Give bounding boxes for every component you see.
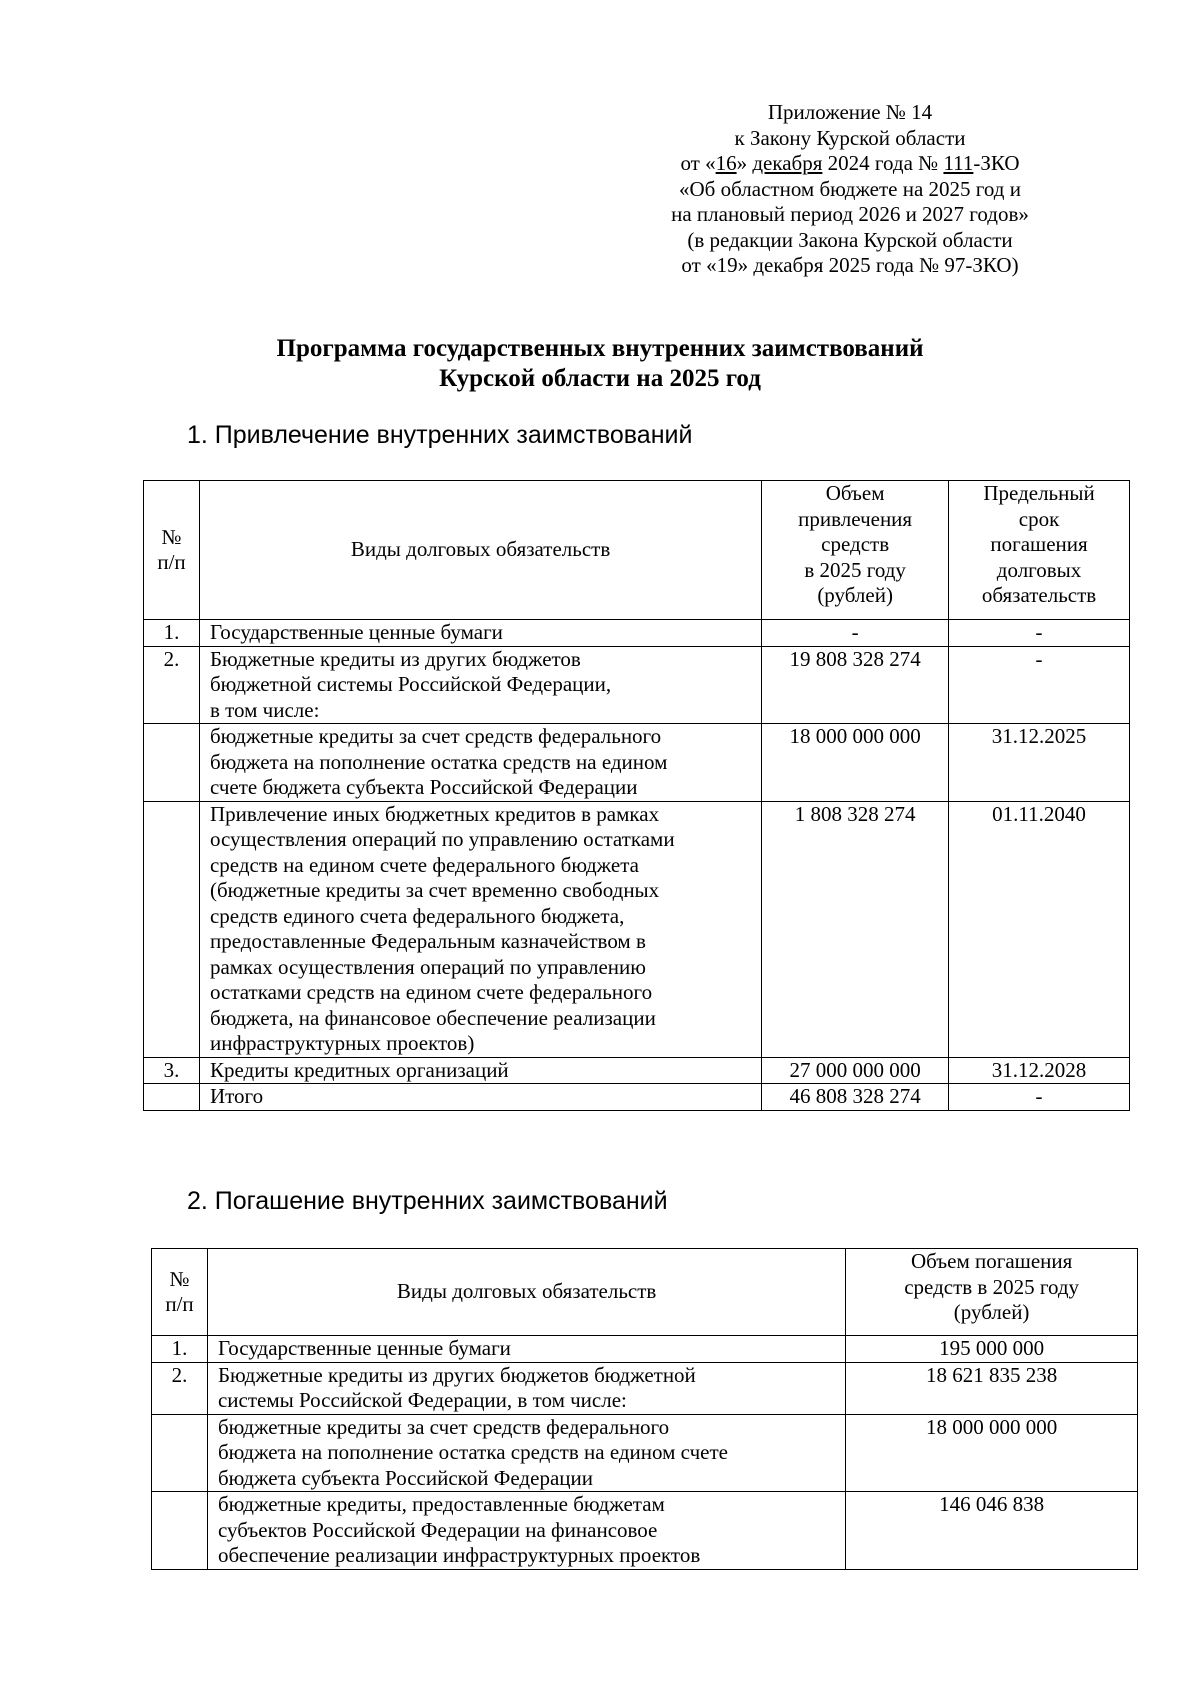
appendix-line: на плановый период 2026 и 2027 годов»: [671, 202, 1029, 226]
borrowings-table: [143, 480, 1130, 1111]
appendix-line: от «19» декабря 2025 года № 97-ЗКО): [681, 253, 1019, 277]
row-term: -: [949, 620, 1130, 647]
appendix-line: «Об областном бюджете на 2025 год и: [679, 176, 1021, 201]
appendix-text: »: [736, 151, 753, 175]
law-day: 16: [715, 151, 737, 175]
appendix-text: от «: [680, 151, 716, 175]
row-term: 31.12.2028: [949, 1057, 1130, 1084]
table-row: [152, 1492, 1138, 1570]
row-amount: 195 000 000: [846, 1336, 1138, 1363]
row-amount: 18 000 000 000: [846, 1414, 1138, 1492]
header-num: № п/п: [144, 481, 200, 620]
row-amount: 146 046 838: [846, 1492, 1138, 1570]
appendix-line: [640, 151, 1060, 177]
row-amount: 19 808 328 274: [762, 646, 949, 724]
law-month: декабря: [752, 151, 823, 175]
header-volume: Объем погашения средств в 2025 году (рублей): [846, 1249, 1138, 1336]
appendix-line: к Закону Курской области: [734, 125, 966, 150]
row-kind: Кредиты кредитных организаций: [199, 1057, 761, 1084]
row-term: -: [949, 646, 1130, 724]
header-kind: Виды долговых обязательств: [207, 1249, 845, 1336]
section2-heading: 2. Погашение внутренних заимствований: [187, 1187, 668, 1215]
row-num: 3.: [144, 1057, 200, 1084]
row-kind: бюджетные кредиты за счет средств федерального бюджета на пополнение остатка средств на едином счете бюджета субъекта Российской Федерации: [199, 724, 761, 802]
appendix-header: [640, 100, 1060, 279]
appendix-text: -ЗКО: [973, 151, 1020, 175]
row-amount: 46 808 328 274: [762, 1084, 949, 1111]
row-kind: Бюджетные кредиты из других бюджетов бюджетной системы Российской Федерации, в том числе:: [199, 646, 761, 724]
row-amount: 1 808 328 274: [762, 801, 949, 1057]
table-row: [152, 1414, 1138, 1492]
row-kind: Бюджетные кредиты из других бюджетов бюджетной системы Российской Федерации, в том числе:: [207, 1362, 845, 1414]
section1-heading: 1. Привлечение внутренних заимствований: [187, 421, 693, 449]
row-amount: 27 000 000 000: [762, 1057, 949, 1084]
header-volume: Объем привлечения средств в 2025 году (рублей): [762, 481, 949, 620]
table-row: [152, 1362, 1138, 1414]
row-amount: 18 621 835 238: [846, 1362, 1138, 1414]
table-header-row: [152, 1249, 1138, 1336]
header-term: Предельный срок погашения долговых обязательств: [949, 481, 1130, 620]
row-kind: бюджетные кредиты, предоставленные бюджетам субъектов Российской Федерации на финансовое обеспечение реализации инфраструктурных проектов: [207, 1492, 845, 1570]
row-kind: бюджетные кредиты за счет средств федерального бюджета на пополнение остатка средств на едином счете бюджета субъекта Российской Федерации: [207, 1414, 845, 1492]
document-title: [100, 334, 1100, 394]
appendix-text: 2024 года №: [822, 151, 944, 175]
title-line: Программа государственных внутренних заимствований: [276, 335, 924, 362]
row-num: 2.: [152, 1362, 208, 1414]
table-row: [144, 620, 1130, 647]
row-num: 1.: [144, 620, 200, 647]
row-kind: Привлечение иных бюджетных кредитов в рамках осуществления операций по управлению остатками средств на едином счете федерального бюджета (бюджетные кредиты за счет временно свободных средств единого счета федерального бюджета, предоставленные Федеральным казначейством в рамках осуществления операций по управлению остатками средств на едином счете федерального бюджета, на финансовое обеспечение реализации инфраструктурных проектов): [199, 801, 761, 1057]
table-row: [144, 1057, 1130, 1084]
total-row: [144, 1084, 1130, 1111]
row-amount: 18 000 000 000: [762, 724, 949, 802]
appendix-line: (в редакции Закона Курской области: [687, 227, 1013, 252]
row-num: 1.: [152, 1336, 208, 1363]
row-num: [144, 724, 200, 802]
row-kind: Государственные ценные бумаги: [199, 620, 761, 647]
row-term: 31.12.2025: [949, 724, 1130, 802]
law-number: 111: [943, 151, 974, 175]
row-num: [144, 1084, 200, 1111]
header-kind: Виды долговых обязательств: [199, 481, 761, 620]
row-num: [152, 1492, 208, 1570]
title-line: Курской области на 2025 год: [439, 365, 761, 392]
row-term: 01.11.2040: [949, 801, 1130, 1057]
row-num: [152, 1414, 208, 1492]
appendix-line: Приложение № 14: [767, 100, 933, 124]
table-row: [144, 646, 1130, 724]
table-header-row: [144, 481, 1130, 620]
table-row: [152, 1336, 1138, 1363]
row-term: -: [949, 1084, 1130, 1111]
table-row: [144, 724, 1130, 802]
row-num: 2.: [144, 646, 200, 724]
header-num: № п/п: [152, 1249, 208, 1336]
row-kind: Государственные ценные бумаги: [207, 1336, 845, 1363]
row-kind: Итого: [199, 1084, 761, 1111]
repayments-table: [151, 1248, 1138, 1570]
row-num: [144, 801, 200, 1057]
table-row: [144, 801, 1130, 1057]
row-amount: -: [762, 620, 949, 647]
